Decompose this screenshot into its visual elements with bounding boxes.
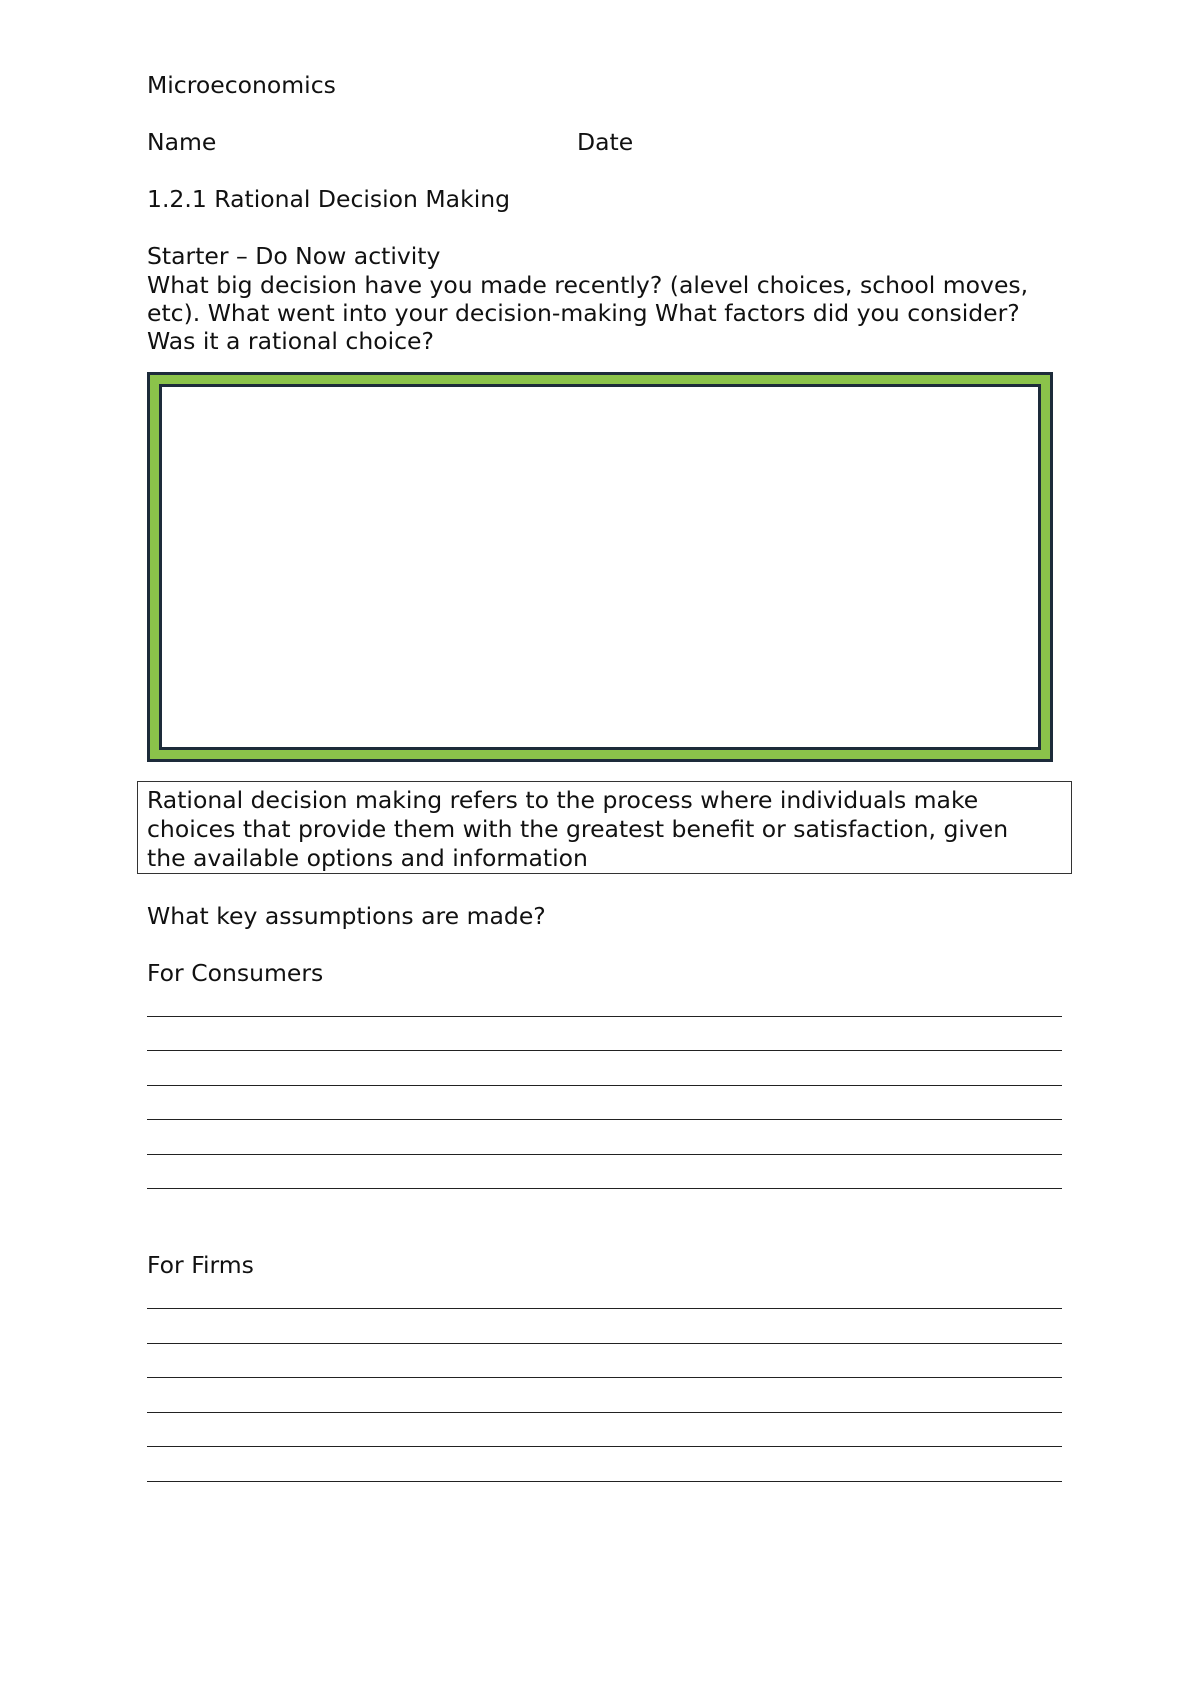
starter-answer-box-frame <box>150 375 1050 759</box>
consumers-writing-line[interactable] <box>147 1050 1062 1051</box>
definition-line-2: choices that provide them with the greatest benefit or satisfaction, given <box>147 815 1009 843</box>
starter-answer-area[interactable] <box>162 387 1038 747</box>
lesson-title: 1.2.1 Rational Decision Making <box>147 185 511 213</box>
firms-writing-line[interactable] <box>147 1412 1062 1413</box>
consumers-writing-line[interactable] <box>147 1119 1062 1120</box>
firms-writing-line[interactable] <box>147 1343 1062 1344</box>
subject-title: Microeconomics <box>147 71 336 99</box>
consumers-writing-line[interactable] <box>147 1016 1062 1017</box>
definition-line-3: the available options and information <box>147 844 588 872</box>
consumers-writing-line[interactable] <box>147 1085 1062 1086</box>
firms-writing-line[interactable] <box>147 1481 1062 1482</box>
starter-prompt-line-3: Was it a rational choice? <box>147 327 434 355</box>
firms-writing-line[interactable] <box>147 1446 1062 1447</box>
firms-writing-line[interactable] <box>147 1377 1062 1378</box>
firms-writing-line[interactable] <box>147 1308 1062 1309</box>
starter-prompt-line-1: What big decision have you made recently? (alevel choices, school moves, <box>147 271 1029 299</box>
consumers-writing-line[interactable] <box>147 1154 1062 1155</box>
starter-heading: Starter – Do Now activity <box>147 242 441 270</box>
assumptions-question: What key assumptions are made? <box>147 902 546 930</box>
consumers-heading: For Consumers <box>147 959 324 987</box>
starter-answer-box <box>147 372 1053 762</box>
date-label: Date <box>577 128 634 156</box>
firms-heading: For Firms <box>147 1251 254 1279</box>
name-label: Name <box>147 128 217 156</box>
starter-answer-box-inner-border <box>159 384 1041 750</box>
consumers-writing-line[interactable] <box>147 1188 1062 1189</box>
definition-line-1: Rational decision making refers to the process where individuals make <box>147 786 979 814</box>
definition-box <box>137 781 1072 874</box>
starter-prompt-line-2: etc). What went into your decision-making What factors did you consider? <box>147 299 1020 327</box>
